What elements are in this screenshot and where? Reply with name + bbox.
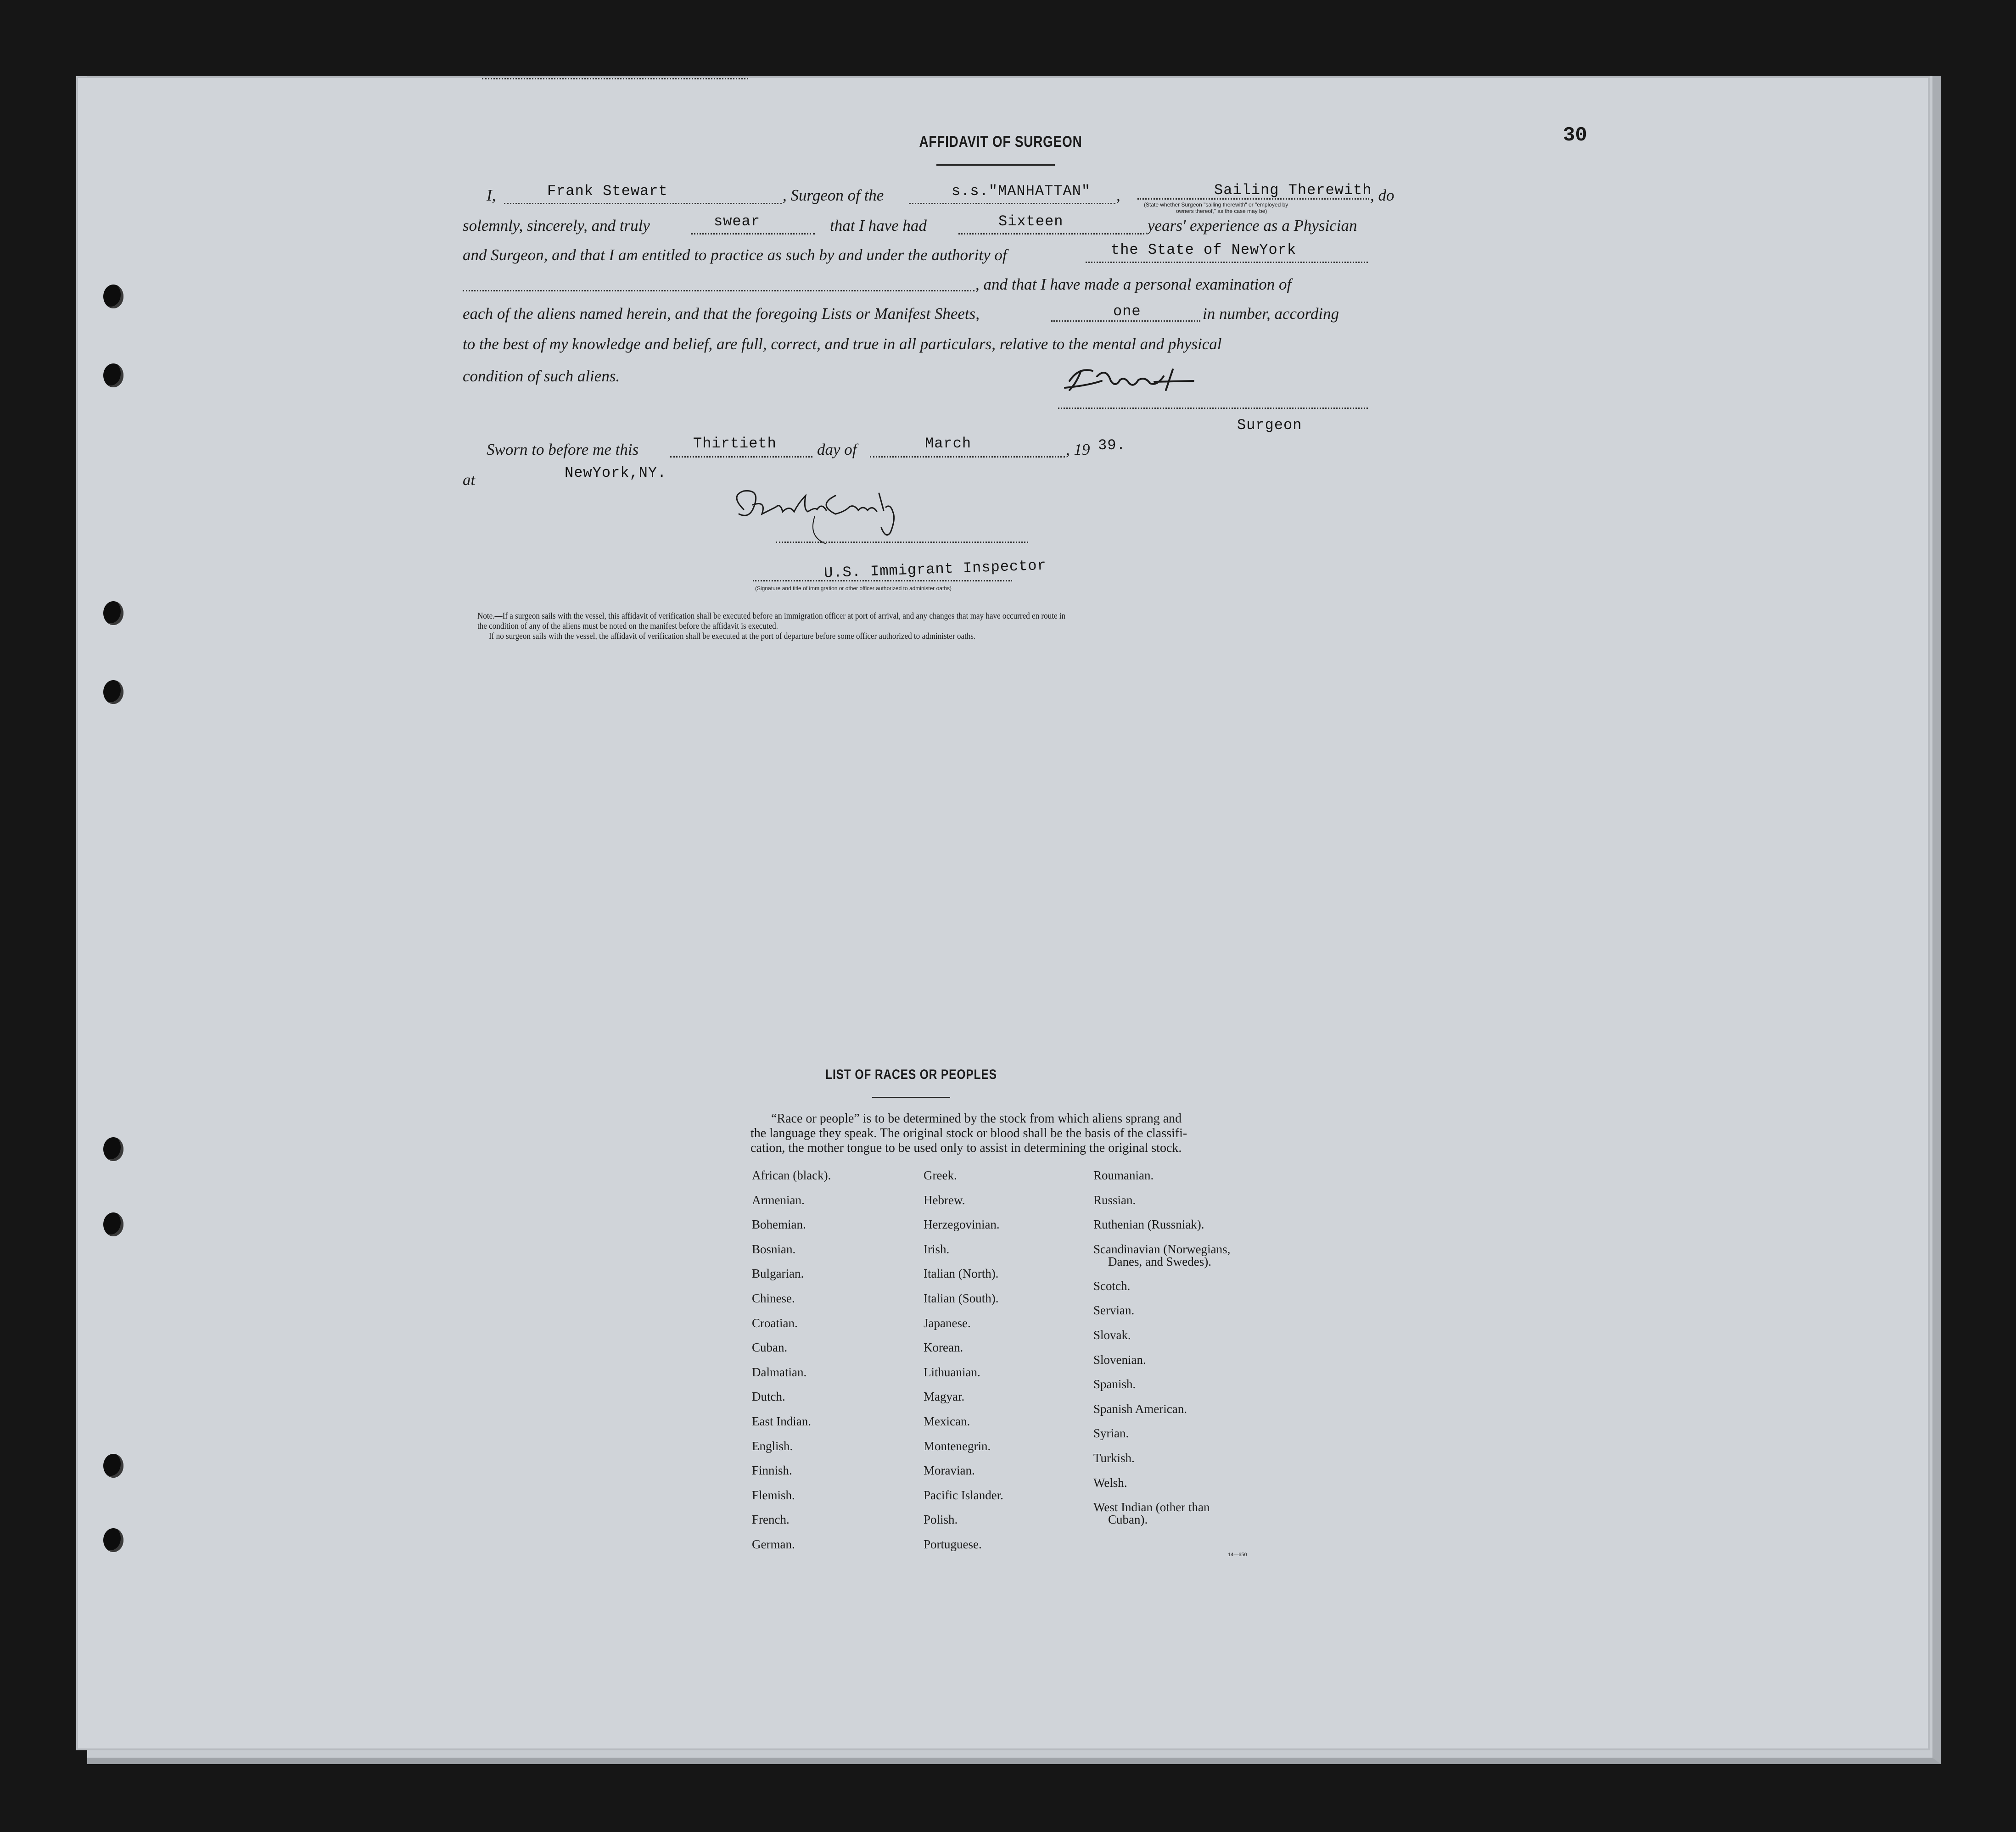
authority-continuation-line — [463, 290, 974, 291]
vessel-line — [909, 203, 1115, 204]
manifest-page — [78, 78, 1928, 1748]
binder-hole — [103, 1137, 123, 1161]
races-column-1 — [752, 1169, 831, 1563]
races-column-2 — [924, 1169, 1003, 1563]
race-item: Russian. — [1093, 1193, 1136, 1207]
race-item — [1093, 1501, 1230, 1538]
authority-text: and Surgeon, and that I am entitled to practice as such by and under the authority of — [463, 246, 1007, 264]
binder-hole — [103, 1454, 123, 1478]
race-item: German. — [752, 1537, 795, 1551]
race-item: Japanese. — [924, 1316, 971, 1330]
form-number: 14—650 — [1228, 1552, 1247, 1558]
surgeon-name-line — [504, 203, 782, 204]
race-item: Chinese. — [752, 1291, 795, 1305]
race-item: Syrian. — [1093, 1426, 1129, 1441]
race-item: Greek. — [924, 1168, 957, 1182]
inspector-caption: (Signature and title of immigration or other officer authorized to administer oaths) — [755, 585, 952, 592]
races-intro-1: “Race or people” is to be determined by the stock from which aliens sprang and — [771, 1111, 1182, 1126]
race-item: French. — [752, 1513, 790, 1527]
inspector-title: U.S. Immigrant Inspector — [823, 557, 1047, 582]
race-item: English. — [752, 1439, 793, 1453]
race-item: Irish. — [924, 1242, 950, 1256]
vessel-name: s.s."MANHATTAN" — [952, 183, 1091, 200]
affidavit-prefix: I, — [487, 186, 496, 204]
sheets-count: one — [1113, 303, 1141, 320]
race-item-line: Cuban). — [1108, 1513, 1148, 1527]
race-item: Italian (South). — [924, 1291, 999, 1305]
surgeon-of-text: , Surgeon of the — [783, 186, 884, 204]
race-item: Bulgarian. — [752, 1267, 804, 1281]
race-item: Pacific Islander. — [924, 1488, 1003, 1502]
race-item: Spanish. — [1093, 1377, 1136, 1391]
solemnly-text: solemnly, sincerely, and truly — [463, 217, 650, 235]
sworn-month-line — [870, 456, 1065, 458]
race-item-line: West Indian (other than — [1093, 1500, 1210, 1514]
race-item-line: Scandinavian (Norwegians, — [1093, 1242, 1231, 1256]
race-item: Finnish. — [752, 1463, 792, 1478]
race-item: Mexican. — [924, 1414, 970, 1428]
year-prefix: , 19 — [1066, 441, 1090, 458]
page-number: 30 — [1563, 124, 1587, 147]
aliens-text: each of the aliens named herein, and that the foregoing Lists or Manifest Sheets, — [463, 305, 980, 323]
sailing-note-2: owners thereof," as the case may be) — [1176, 208, 1267, 214]
race-item: African (black). — [752, 1168, 831, 1182]
race-item: Roumanian. — [1093, 1168, 1154, 1182]
race-item: Herzegovinian. — [924, 1218, 1000, 1232]
surgeon-signature-line — [1058, 408, 1368, 409]
oath-line — [691, 233, 815, 235]
race-item: Croatian. — [752, 1316, 798, 1330]
race-item: Slovak. — [1093, 1328, 1131, 1342]
inspector-title-line — [753, 580, 1012, 581]
place-name: NewYork,NY. — [565, 464, 667, 481]
sworn-text: Sworn to before me this — [487, 441, 639, 458]
surgeon-name: Frank Stewart — [547, 183, 668, 200]
binder-hole — [103, 601, 123, 625]
at-text: at — [463, 471, 476, 489]
inspector-signature-line — [776, 542, 1028, 543]
race-item: Flemish. — [752, 1488, 795, 1502]
race-item: Montenegrin. — [924, 1439, 991, 1453]
race-item: Moravian. — [924, 1463, 975, 1478]
years-count: Sixteen — [998, 213, 1064, 230]
races-intro-2: the language they speak. The original stock or blood shall be the basis of the classifi- — [750, 1126, 1187, 1140]
race-item: Welsh. — [1093, 1475, 1127, 1490]
race-item — [1093, 1243, 1230, 1280]
binder-hole — [103, 1212, 123, 1236]
place-line — [482, 78, 748, 79]
sworn-month: March — [925, 435, 972, 452]
sailing-status: Sailing Therewith — [1214, 182, 1372, 199]
race-item: Armenian. — [752, 1193, 805, 1207]
race-item: Turkish. — [1093, 1451, 1135, 1465]
races-intro-3: cation, the mother tongue to be used only to assist in determining the original stock. — [750, 1141, 1182, 1155]
race-item: Servian. — [1093, 1303, 1135, 1318]
vessel-comma: , — [1116, 186, 1120, 204]
races-column-3 — [1093, 1169, 1230, 1538]
race-item: Bosnian. — [752, 1242, 796, 1256]
condition-text: condition of such aliens. — [463, 367, 620, 385]
sworn-day: Thirtieth — [693, 435, 777, 452]
authority-line — [1086, 262, 1368, 263]
race-item: Lithuanian. — [924, 1365, 980, 1379]
race-item: Korean. — [924, 1340, 963, 1355]
sheets-line — [1051, 320, 1200, 322]
heading-rule — [936, 164, 1055, 166]
race-item: East Indian. — [752, 1414, 811, 1428]
binder-hole — [103, 680, 123, 704]
sailing-note-1: (State whether Surgeon "sailing therewith" or "employed by — [1144, 201, 1288, 208]
inspector-signature — [725, 482, 936, 555]
number-text: in number, according — [1203, 305, 1339, 323]
race-item: Spanish American. — [1093, 1402, 1187, 1416]
oath-word: swear — [714, 213, 761, 230]
races-heading-rule — [872, 1097, 950, 1098]
note-line-3: If no surgeon sails with the vessel, the affidavit of verification shall be executed at the port of departure before some officer authorized to administer oaths. — [489, 631, 976, 641]
surgeon-label: Surgeon — [1237, 417, 1302, 434]
race-item: Portuguese. — [924, 1537, 982, 1551]
affidavit-heading: AFFIDAVIT OF SURGEON — [919, 133, 1082, 151]
note-line-2: the condition of any of the aliens must be noted on the manifest before the affidavit is executed. — [477, 621, 778, 631]
race-item: Dutch. — [752, 1390, 785, 1404]
do-text: , do — [1370, 186, 1394, 204]
years-text: years' experience as a Physician — [1148, 217, 1357, 235]
race-item: Polish. — [924, 1513, 958, 1527]
knowledge-text: to the best of my knowledge and belief, are full, correct, and true in all particulars, relative to the mental and physical — [463, 335, 1222, 353]
surgeon-signature — [1060, 363, 1198, 399]
sworn-day-line — [670, 456, 812, 458]
had-text: that I have had — [830, 217, 927, 235]
race-item: Hebrew. — [924, 1193, 965, 1207]
race-item: Dalmatian. — [752, 1365, 807, 1379]
year-suffix: 39. — [1098, 437, 1126, 454]
race-item: Bohemian. — [752, 1218, 806, 1232]
race-item: Magyar. — [924, 1390, 965, 1404]
years-line — [958, 233, 1144, 235]
binder-hole — [103, 1528, 123, 1552]
note-line-1: Note.—If a surgeon sails with the vessel, this affidavit of verification shall be executed before an immigration officer at port of arrival, and any changes that may have occurred en route in — [477, 611, 1066, 621]
day-of-text: day of — [817, 441, 857, 458]
authority-name: the State of NewYork — [1111, 241, 1297, 258]
race-item: Slovenian. — [1093, 1352, 1146, 1367]
race-item: Ruthenian (Russniak). — [1093, 1218, 1204, 1232]
examination-text: , and that I have made a personal examination of — [975, 275, 1292, 293]
binder-hole — [103, 285, 123, 308]
race-item: Scotch. — [1093, 1279, 1131, 1293]
race-item-line: Danes, and Swedes). — [1108, 1254, 1211, 1268]
race-item: Italian (North). — [924, 1267, 999, 1281]
binder-hole — [103, 363, 123, 387]
races-heading: LIST OF RACES OR PEOPLES — [825, 1067, 997, 1082]
race-item: Cuban. — [752, 1340, 788, 1355]
